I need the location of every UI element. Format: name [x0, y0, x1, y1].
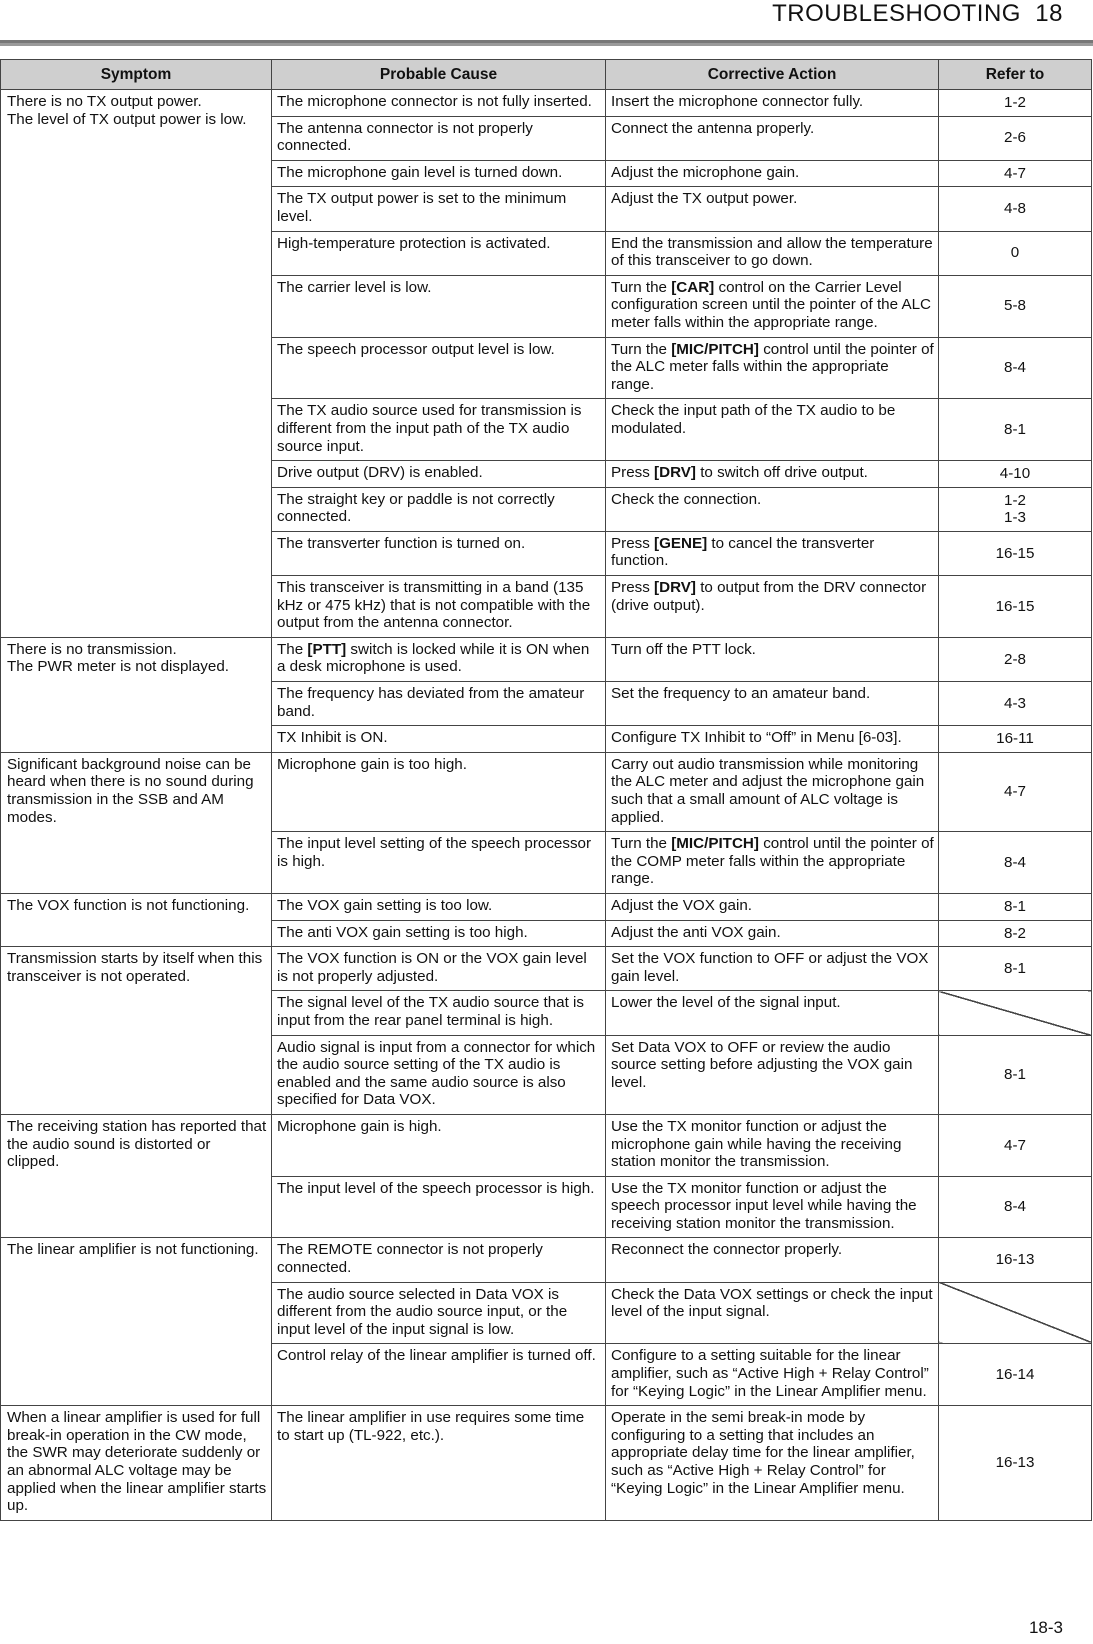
corrective-action-cell — [606, 1282, 939, 1344]
refer-to-text: 8-1 — [1004, 897, 1026, 915]
action-text: Check the input path of the TX audio to be modulated. — [611, 402, 896, 437]
action-text: Turn the — [611, 835, 672, 853]
probable-cause-cell — [272, 947, 606, 991]
corrective-action-cell — [606, 1344, 939, 1406]
symptom-cell — [1, 1114, 272, 1238]
corrective-action-cell — [606, 275, 939, 337]
action-text: Turn the — [611, 278, 672, 296]
refer-to-cell — [939, 275, 1092, 337]
action-text: to cancel the transverter function. — [611, 534, 875, 570]
action-text: Turn the — [611, 340, 672, 358]
probable-cause-cell — [272, 682, 606, 726]
corrective-action-cell — [606, 832, 939, 894]
table-row — [1, 752, 1092, 831]
refer-to-cell — [939, 337, 1092, 399]
corrective-action-cell — [606, 893, 939, 920]
table-row — [1, 90, 1092, 117]
symptom-cell — [1, 90, 272, 638]
cause-text: The speech processor output level is low. — [277, 340, 555, 358]
probable-cause-cell — [272, 991, 606, 1035]
corrective-action-cell — [606, 187, 939, 231]
corrective-action-cell — [606, 90, 939, 117]
action-text: Set Data VOX to OFF or review the audio source setting before adjusting the VOX gain level. — [611, 1038, 913, 1091]
symptom-text: The receiving station has reported that the audio sound is distorted or clipped. — [7, 1117, 267, 1171]
action-text: Press — [611, 534, 655, 552]
table-row — [1, 1114, 1092, 1176]
probable-cause-cell — [272, 1114, 606, 1176]
probable-cause-cell — [272, 637, 606, 681]
corrective-action-cell — [606, 399, 939, 461]
cause-text: The VOX function is ON or the VOX gain level is not properly adjusted. — [277, 950, 587, 985]
probable-cause-cell — [272, 90, 606, 117]
cause-text: The transverter function is turned on. — [277, 534, 526, 552]
column-header-refer-to: Refer to — [939, 60, 1092, 90]
action-text: to output from the DRV connector (drive output). — [611, 579, 927, 614]
refer-to-cell — [939, 726, 1092, 753]
table-row — [1, 893, 1092, 920]
action-text: Set the frequency to an amateur band. — [611, 685, 871, 703]
cause-text: The signal level of the TX audio source that is input from the rear panel terminal is high. — [277, 994, 585, 1029]
refer-to-cell — [939, 920, 1092, 947]
action-text: Turn off the PTT lock. — [611, 640, 756, 658]
symptom-text: There is no TX output power. — [7, 93, 202, 110]
cause-text: [PTT] — [307, 640, 347, 658]
refer-to-text: 16-13 — [995, 1251, 1035, 1269]
probable-cause-cell — [272, 1406, 606, 1521]
refer-to-text: 4-3 — [1004, 694, 1026, 712]
symptom-cell — [1, 893, 272, 946]
cause-text: Microphone gain is high. — [277, 1117, 442, 1135]
cause-text: Audio signal is input from a connector for which the audio source setting of the TX audio is enabled and the same audio source is also specified for Data VOX. — [277, 1038, 596, 1109]
refer-to-text: 16-15 — [995, 544, 1035, 562]
refer-to-cell — [939, 576, 1092, 638]
corrective-action-cell — [606, 461, 939, 488]
corrective-action-cell — [606, 1114, 939, 1176]
probable-cause-cell — [272, 337, 606, 399]
refer-to-cell — [939, 1344, 1092, 1406]
cause-text: The straight key or paddle is not correctly connected. — [277, 490, 555, 526]
refer-to-text: 1-3 — [1004, 509, 1026, 527]
refer-to-text: 1-2 — [1004, 94, 1026, 111]
refer-to-cell — [939, 531, 1092, 575]
symptom-cell — [1, 637, 272, 752]
corrective-action-cell — [606, 682, 939, 726]
cause-text: The frequency has deviated from the amateur band. — [277, 685, 585, 720]
corrective-action-cell — [606, 1238, 939, 1282]
troubleshooting-table — [0, 59, 1092, 1521]
action-text: [MIC/PITCH] — [671, 340, 759, 358]
cause-text: Drive output (DRV) is enabled. — [277, 464, 483, 482]
probable-cause-cell — [272, 487, 606, 531]
refer-to-cell — [939, 1176, 1092, 1238]
action-text: Operate in the semi break-in mode by configuring to a setting that includes an appropriate delay time for the linear amplifier, such as “Active High + Relay Control” for “Keying Logic” in the Linear Amplifier menu. — [611, 1409, 915, 1497]
refer-to-cell-empty — [939, 1282, 1092, 1344]
action-text: Adjust the microphone gain. — [611, 163, 800, 181]
action-text: Insert the microphone connector fully. — [611, 93, 864, 110]
column-header-corrective-action: Corrective Action — [606, 60, 939, 90]
action-text: Connect the antenna properly. — [611, 119, 815, 137]
probable-cause-cell — [272, 1238, 606, 1282]
probable-cause-cell — [272, 1035, 606, 1114]
table-row — [1, 947, 1092, 991]
refer-to-text: 4-10 — [999, 465, 1031, 483]
cause-text: Control relay of the linear amplifier is turned off. — [277, 1347, 596, 1365]
symptom-cell — [1, 947, 272, 1115]
symptom-text: The level of TX output power is low. — [7, 110, 247, 128]
corrective-action-cell — [606, 991, 939, 1035]
action-text: [MIC/PITCH] — [671, 835, 759, 853]
action-text: Carry out audio transmission while monitoring the ALC meter and adjust the microphone gain such that a small amount of ALC voltage is applied. — [611, 755, 925, 826]
symptom-text: The linear amplifier is not functioning. — [7, 1241, 259, 1259]
corrective-action-cell — [606, 337, 939, 399]
symptom-text: Significant background noise can be heard when there is no sound during transmission in the SSB and AM modes. — [7, 755, 254, 826]
refer-to-cell — [939, 1114, 1092, 1176]
refer-to-text: 8-4 — [1004, 853, 1026, 871]
probable-cause-cell — [272, 893, 606, 920]
refer-to-text: 8-2 — [1004, 924, 1026, 942]
refer-to-text: 4-8 — [1004, 200, 1026, 218]
cause-text: The antenna connector is not properly connected. — [277, 119, 533, 155]
probable-cause-cell — [272, 1344, 606, 1406]
action-text: Check the connection. — [611, 490, 762, 508]
probable-cause-cell — [272, 832, 606, 894]
action-text: Press — [611, 579, 655, 597]
probable-cause-cell — [272, 1176, 606, 1238]
action-text: Set the VOX function to OFF or adjust the VOX gain level. — [611, 950, 929, 985]
refer-to-cell — [939, 752, 1092, 831]
cause-text: The VOX gain setting is too low. — [277, 896, 493, 914]
probable-cause-cell — [272, 160, 606, 187]
cause-text: TX Inhibit is ON. — [277, 729, 388, 747]
cause-text: High-temperature protection is activated. — [277, 234, 551, 252]
refer-to-text: 8-1 — [1004, 959, 1026, 977]
refer-to-cell — [939, 461, 1092, 488]
probable-cause-cell — [272, 920, 606, 947]
refer-to-cell — [939, 832, 1092, 894]
cause-text: The input level of the speech processor is high. — [277, 1179, 595, 1197]
table-row — [1, 1238, 1092, 1282]
corrective-action-cell — [606, 637, 939, 681]
probable-cause-cell — [272, 275, 606, 337]
corrective-action-cell — [606, 726, 939, 753]
page-number: 18-3 — [1028, 1618, 1063, 1637]
refer-to-cell — [939, 1238, 1092, 1282]
symptom-text: The VOX function is not functioning. — [7, 896, 250, 914]
symptom-text: The PWR meter is not displayed. — [7, 658, 229, 676]
refer-to-cell — [939, 116, 1092, 160]
column-header-probable-cause: Probable Cause — [272, 60, 606, 90]
refer-to-cell-empty — [939, 991, 1092, 1035]
action-text: Press — [611, 464, 655, 482]
chapter-number: 18 — [1035, 0, 1063, 27]
corrective-action-cell — [606, 531, 939, 575]
corrective-action-cell — [606, 920, 939, 947]
refer-to-text: 4-7 — [1004, 1136, 1026, 1154]
probable-cause-cell — [272, 116, 606, 160]
action-text: Configure TX Inhibit to “Off” in Menu [6-03]. — [611, 729, 902, 747]
refer-to-cell — [939, 160, 1092, 187]
refer-to-text: 5-8 — [1004, 297, 1026, 315]
cause-text: The audio source selected in Data VOX is different from the audio source input, or the input level of the input signal is low. — [277, 1285, 568, 1338]
action-text: [DRV] — [654, 579, 696, 597]
corrective-action-cell — [606, 231, 939, 275]
symptom-text: Transmission starts by itself when this transceiver is not operated. — [7, 950, 263, 985]
cause-text: The microphone connector is not fully inserted. — [277, 93, 592, 110]
table-header-row — [1, 60, 1092, 90]
refer-to-text: 1-2 — [1004, 491, 1026, 509]
refer-to-text: 8-4 — [1004, 359, 1026, 377]
cause-text: The TX audio source used for transmission is different from the input path of the TX audio source input. — [277, 402, 582, 455]
action-text: control on the Carrier Level configuration screen until the pointer of the ALC meter falls within the appropriate range. — [611, 278, 931, 331]
action-text: Use the TX monitor function or adjust the microphone gain while having the receiving station monitor the transmission. — [611, 1117, 902, 1171]
probable-cause-cell — [272, 187, 606, 231]
action-text: Configure to a setting suitable for the linear amplifier, such as “Active High + Relay Control” for “Keying Logic” in the Linear Amplifier menu. — [611, 1347, 929, 1400]
probable-cause-cell — [272, 726, 606, 753]
cause-text: The — [277, 640, 308, 658]
probable-cause-cell — [272, 461, 606, 488]
corrective-action-cell — [606, 947, 939, 991]
refer-to-text: 8-1 — [1004, 420, 1026, 438]
action-text: [GENE] — [654, 534, 708, 552]
cause-text: The REMOTE connector is not properly connected. — [277, 1241, 543, 1277]
refer-to-text: 0 — [1010, 244, 1020, 262]
refer-to-cell — [939, 682, 1092, 726]
refer-to-text: 16-13 — [995, 1454, 1035, 1472]
refer-to-text: 4-7 — [1004, 164, 1026, 182]
refer-to-cell — [939, 637, 1092, 681]
cause-text: The linear amplifier in use requires some time to start up (TL-922, etc.). — [277, 1409, 585, 1444]
refer-to-text: 16-11 — [996, 730, 1034, 748]
refer-to-text: 8-4 — [1004, 1198, 1026, 1216]
symptom-cell — [1, 752, 272, 893]
action-text: Adjust the TX output power. — [611, 190, 798, 208]
refer-to-cell — [939, 399, 1092, 461]
probable-cause-cell — [272, 531, 606, 575]
action-text: Lower the level of the signal input. — [611, 994, 841, 1012]
cause-text: The TX output power is set to the minimum level. — [277, 190, 567, 225]
corrective-action-cell — [606, 576, 939, 638]
action-text: [DRV] — [654, 464, 696, 482]
action-text: Adjust the anti VOX gain. — [611, 923, 781, 941]
corrective-action-cell — [606, 160, 939, 187]
refer-to-text: 2-8 — [1004, 650, 1026, 668]
corrective-action-cell — [606, 487, 939, 531]
refer-to-cell — [939, 90, 1092, 117]
probable-cause-cell — [272, 399, 606, 461]
corrective-action-cell — [606, 1406, 939, 1521]
corrective-action-cell — [606, 116, 939, 160]
cause-text: The carrier level is low. — [277, 278, 432, 296]
refer-to-cell — [939, 947, 1092, 991]
refer-to-text: 16-15 — [995, 597, 1035, 615]
cause-text: The anti VOX gain setting is too high. — [277, 923, 528, 941]
refer-to-cell — [939, 487, 1092, 531]
symptom-cell — [1, 1406, 272, 1521]
symptom-cell — [1, 1238, 272, 1406]
refer-to-cell — [939, 1035, 1092, 1114]
refer-to-text: 16-14 — [995, 1366, 1035, 1384]
corrective-action-cell — [606, 752, 939, 831]
refer-to-text: 4-7 — [1004, 783, 1026, 801]
action-text: control until the pointer of the ALC meter falls within the appropriate range. — [611, 340, 934, 393]
column-header-symptom: Symptom — [1, 60, 272, 90]
corrective-action-cell — [606, 1035, 939, 1114]
troubleshooting-table-container — [0, 59, 1091, 1521]
corrective-action-cell — [606, 1176, 939, 1238]
action-text: to switch off drive output. — [695, 464, 868, 482]
refer-to-cell — [939, 231, 1092, 275]
symptom-text: There is no transmission. — [7, 640, 177, 658]
action-text: control until the pointer of the COMP meter falls within the appropriate range. — [611, 835, 934, 888]
probable-cause-cell — [272, 576, 606, 638]
table-body — [1, 90, 1092, 1521]
action-text: Check the Data VOX settings or check the input level of the input signal. — [611, 1285, 933, 1321]
probable-cause-cell — [272, 231, 606, 275]
cause-text: The input level setting of the speech processor is high. — [277, 835, 592, 870]
action-text: Adjust the VOX gain. — [611, 896, 752, 914]
refer-to-text: 8-1 — [1004, 1065, 1026, 1083]
cause-text: switch is locked while it is ON when a desk microphone is used. — [277, 640, 590, 676]
action-text: Use the TX monitor function or adjust the speech processor input level while having the receiving station monitor the transmission. — [611, 1179, 917, 1232]
table-row — [1, 1406, 1092, 1521]
cause-text: This transceiver is transmitting in a band (135 kHz or 475 kHz) that is not compatible with the output from the antenna connector. — [277, 579, 591, 632]
probable-cause-cell — [272, 752, 606, 831]
probable-cause-cell — [272, 1282, 606, 1344]
refer-to-cell — [939, 187, 1092, 231]
action-text: [CAR] — [671, 278, 715, 296]
refer-to-cell — [939, 1406, 1092, 1521]
action-text: End the transmission and allow the temperature of this transceiver to go down. — [611, 234, 933, 270]
action-text: Reconnect the connector properly. — [611, 1241, 843, 1259]
cause-text: Microphone gain is too high. — [277, 755, 467, 773]
refer-to-text: 2-6 — [1004, 129, 1026, 147]
symptom-text: When a linear amplifier is used for full break-in operation in the CW mode, the SWR may deteriorate suddenly or an abnormal ALC voltage may be applied when the linear amplifier starts up. — [7, 1409, 267, 1515]
refer-to-cell — [939, 893, 1092, 920]
chapter-title — [772, 0, 1063, 28]
table-row — [1, 637, 1092, 681]
chapter-title-text: TROUBLESHOOTING — [772, 0, 1021, 27]
header-rule — [0, 40, 1093, 46]
cause-text: The microphone gain level is turned down. — [277, 163, 563, 181]
